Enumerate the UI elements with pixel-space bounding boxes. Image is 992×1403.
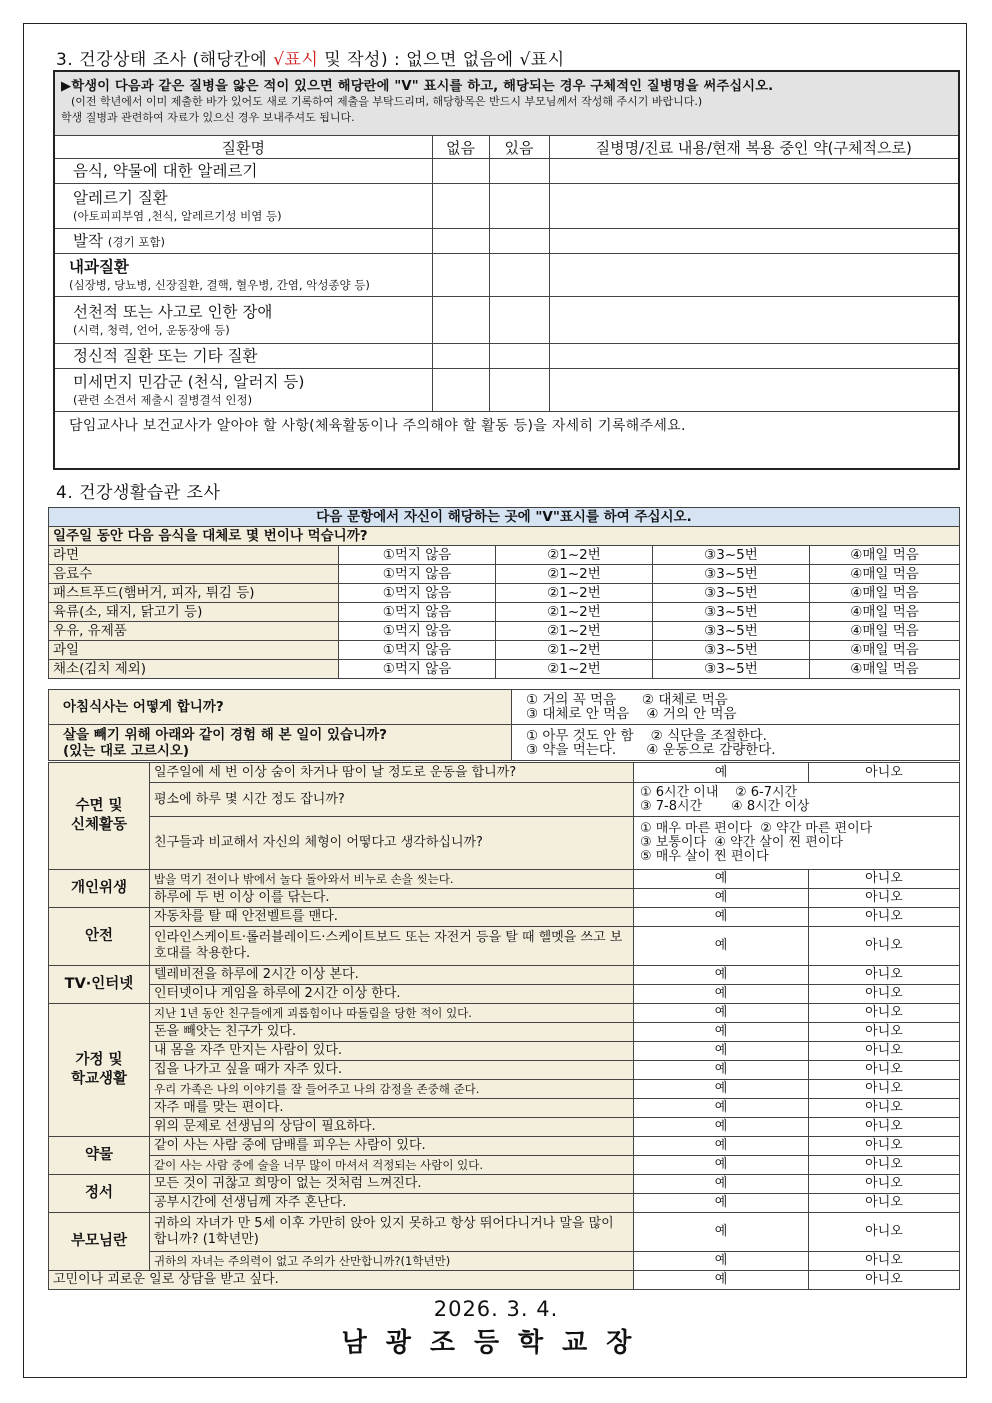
- have-check-cell[interactable]: [489, 369, 549, 412]
- lifestyle-row: [49, 1156, 960, 1175]
- disease-name: 발작: [73, 231, 103, 250]
- no-option[interactable]: 아니오: [809, 908, 960, 927]
- yes-option[interactable]: 예: [634, 870, 809, 889]
- instruction-box: [54, 71, 959, 136]
- lifestyle-row: [49, 1213, 960, 1252]
- detail-cell[interactable]: [549, 369, 959, 412]
- category-label: 가정 및 학교생활: [49, 1004, 150, 1137]
- question-text: 텔레비전을 하루에 2시간 이상 본다.: [150, 966, 634, 985]
- yes-option[interactable]: 예: [634, 1137, 809, 1156]
- col-have: 있음: [489, 136, 549, 159]
- no-option[interactable]: 아니오: [809, 1175, 960, 1194]
- food-row: [49, 641, 960, 660]
- food-row: [49, 603, 960, 622]
- food-row: [49, 660, 960, 679]
- food-name: 우유, 유제품: [49, 622, 339, 641]
- col-disease: 질환명: [54, 136, 432, 159]
- body-type-options[interactable]: ① 매우 마른 편이다 ② 약간 마른 편이다 ③ 보통이다 ④ 약간 살이 찐 편이다 ⑤ 매우 살이 찐 편이다: [634, 817, 960, 870]
- lifestyle-row: [49, 927, 960, 966]
- lifestyle-row: [49, 1175, 960, 1194]
- sleep-q2: 평소에 하루 몇 시간 정도 잡니까?: [150, 783, 634, 817]
- question-text: 자주 매를 맞는 편이다.: [150, 1099, 634, 1118]
- no-option[interactable]: 아니오: [809, 870, 960, 889]
- question-text: 인라인스케이트·롤러블레이드·스케이트보드 또는 자전거 등을 탈 때 헬멧을 쓰고 보호대를 착용한다.: [150, 927, 634, 966]
- none-check-cell[interactable]: [432, 184, 489, 229]
- question-text: 같이 사는 사람 중에 담배를 피우는 사람이 있다.: [150, 1137, 634, 1156]
- none-check-cell[interactable]: [432, 344, 489, 369]
- food-name: 과일: [49, 641, 339, 660]
- food-option-4[interactable]: ④매일 먹음: [810, 546, 960, 565]
- yes-option[interactable]: 예: [634, 927, 809, 966]
- food-option-1[interactable]: ①먹지 않음: [339, 565, 496, 584]
- lifestyle-row: [49, 1252, 960, 1271]
- yes-option[interactable]: 예: [634, 1004, 809, 1023]
- food-option-2[interactable]: ②1~2번: [496, 622, 653, 641]
- food-question: 일주일 동안 다음 음식을 대체로 몇 번이나 먹습니까?: [49, 527, 960, 546]
- sleep-q1: 일주일에 세 번 이상 숨이 차거나 땀이 날 정도로 운동을 합니까?: [150, 763, 634, 783]
- detail-cell[interactable]: [549, 184, 959, 229]
- question-text: 하루에 두 번 이상 이를 닦는다.: [150, 889, 634, 908]
- lifestyle-row: [49, 985, 960, 1004]
- disease-name: 정신적 질환 또는 기타 질환: [54, 344, 432, 369]
- no-option[interactable]: 아니오: [809, 1194, 960, 1213]
- food-option-1[interactable]: ①먹지 않음: [339, 622, 496, 641]
- food-option-2[interactable]: ②1~2번: [496, 641, 653, 660]
- none-check-cell[interactable]: [432, 159, 489, 184]
- no-option[interactable]: 아니오: [809, 1213, 960, 1252]
- counseling-row: [49, 1271, 960, 1290]
- have-check-cell[interactable]: [489, 229, 549, 254]
- detail-cell[interactable]: [549, 297, 959, 344]
- disease-sub: (아토피피부염 ,천식, 알레르기성 비염 등): [73, 209, 282, 223]
- sleep-q3: 친구들과 비교해서 자신의 체형이 어떻다고 생각하십니까?: [150, 817, 634, 870]
- food-name: 라면: [49, 546, 339, 565]
- yes-option[interactable]: 예: [634, 1023, 809, 1042]
- no-option[interactable]: 아니오: [809, 985, 960, 1004]
- no-option[interactable]: 아니오: [809, 1042, 960, 1061]
- food-name: 음료수: [49, 565, 339, 584]
- food-option-3[interactable]: ③3~5번: [653, 603, 810, 622]
- question-text: 같이 사는 사람 중에 술을 너무 많이 마셔서 걱정되는 사람이 있다.: [150, 1156, 634, 1175]
- health-status-table: [53, 70, 960, 470]
- category-label: TV·인터넷: [49, 966, 150, 1004]
- food-name: 패스트푸드(햄버거, 피자, 튀김 등): [49, 584, 339, 603]
- no-option[interactable]: 아니오: [809, 1080, 960, 1099]
- have-check-cell[interactable]: [489, 159, 549, 184]
- food-frequency-table: [48, 507, 960, 679]
- detail-cell[interactable]: [549, 159, 959, 184]
- disease-row: [54, 344, 959, 369]
- lifestyle-row: [49, 908, 960, 927]
- food-row: [49, 622, 960, 641]
- category-label: 개인위생: [49, 870, 150, 908]
- disease-row: [54, 229, 959, 254]
- section3-title: 3. 건강상태 조사 (해당칸에 √표시 및 작성) : 없으면 없음에 √표시: [56, 50, 565, 70]
- instruction-sub2: 학생 질병과 관련하여 자료가 있으신 경우 보내주셔도 됩니다.: [61, 111, 355, 124]
- question-text: 집을 나가고 싶을 때가 자주 있다.: [150, 1061, 634, 1080]
- category-label: 정서: [49, 1175, 150, 1213]
- food-name: 채소(김치 제외): [49, 660, 339, 679]
- disease-sub: (경기 포함): [107, 234, 165, 249]
- food-option-2[interactable]: ②1~2번: [496, 660, 653, 679]
- food-option-4[interactable]: ④매일 먹음: [810, 622, 960, 641]
- lifestyle-row: [49, 870, 960, 889]
- no-option[interactable]: 아니오: [809, 1118, 960, 1137]
- lifestyle-row: [49, 1042, 960, 1061]
- none-check-cell[interactable]: [432, 229, 489, 254]
- sleep-hours-options[interactable]: ① 6시간 이내 ② 6-7시간 ③ 7-8시간 ④ 8시간 이상: [634, 783, 960, 817]
- food-option-3[interactable]: ③3~5번: [653, 565, 810, 584]
- no-option[interactable]: 아니오: [809, 763, 960, 783]
- category-sleep: 수면 및 신체활동: [49, 763, 150, 870]
- yes-option[interactable]: 예: [634, 1194, 809, 1213]
- food-option-4[interactable]: ④매일 먹음: [810, 641, 960, 660]
- food-row: [49, 565, 960, 584]
- food-option-1[interactable]: ①먹지 않음: [339, 546, 496, 565]
- no-option[interactable]: 아니오: [809, 966, 960, 985]
- none-check-cell[interactable]: [432, 297, 489, 344]
- food-option-2[interactable]: ②1~2번: [496, 565, 653, 584]
- food-option-4[interactable]: ④매일 먹음: [810, 660, 960, 679]
- have-check-cell[interactable]: [489, 297, 549, 344]
- food-option-2[interactable]: ②1~2번: [496, 603, 653, 622]
- food-option-1[interactable]: ①먹지 않음: [339, 603, 496, 622]
- lifestyle-row: [49, 1080, 960, 1099]
- detail-cell[interactable]: [549, 254, 959, 297]
- yes-option[interactable]: 예: [634, 1042, 809, 1061]
- none-check-cell[interactable]: [432, 254, 489, 297]
- yes-option[interactable]: 예: [634, 1156, 809, 1175]
- no-option[interactable]: 아니오: [809, 889, 960, 908]
- food-row: [49, 546, 960, 565]
- lifestyle-row: [49, 1004, 960, 1023]
- counseling-question: 고민이나 괴로운 일로 상담을 받고 싶다.: [49, 1271, 634, 1290]
- disease-name: 미세먼지 민감군 (천식, 알러지 등): [73, 373, 305, 391]
- breakfast-diet-table: [48, 689, 960, 761]
- question-text: 지난 1년 동안 친구들에게 괴롭힘이나 따돌림을 당한 적이 있다.: [150, 1004, 634, 1023]
- teacher-note-field[interactable]: [54, 412, 959, 470]
- have-check-cell[interactable]: [489, 344, 549, 369]
- question-text: 귀하의 자녀가 만 5세 이후 가만히 앉아 있지 못하고 항상 뛰어다니거나 말을 많이 합니까? (1학년만): [150, 1213, 634, 1252]
- instruction-main: ▶학생이 다음과 같은 질병을 앓은 적이 있으면 해당란에 "V" 표시를 하고, 해당되는 경우 구체적인 질병명을 써주십시오.: [61, 79, 774, 94]
- lifestyle-row: [49, 1118, 960, 1137]
- yes-option[interactable]: 예: [634, 1175, 809, 1194]
- lifestyle-row: [49, 1023, 960, 1042]
- breakfast-question: 아침식사는 어떻게 합니까?: [49, 690, 512, 725]
- no-option[interactable]: 아니오: [809, 1156, 960, 1175]
- question-text: 내 몸을 자주 만지는 사람이 있다.: [150, 1042, 634, 1061]
- yes-option[interactable]: 예: [634, 985, 809, 1004]
- food-option-3[interactable]: ③3~5번: [653, 660, 810, 679]
- disease-row: [54, 159, 959, 184]
- teacher-note-label: 담임교사나 보건교사가 알아야 할 사항(체육활동이나 주의해야 할 활동 등)을 자세히 기록해주세요.: [69, 418, 686, 434]
- food-option-1[interactable]: ①먹지 않음: [339, 641, 496, 660]
- food-option-1[interactable]: ①먹지 않음: [339, 584, 496, 603]
- food-row: [49, 584, 960, 603]
- instruction-sub1: (이전 학년에서 이미 제출한 바가 있어도 새로 기록하여 제출을 부탁드리며, 해당항목은 반드시 부모님께서 작성해 주시기 바랍니다.): [71, 95, 703, 108]
- question-text: 우리 가족은 나의 이야기를 잘 들어주고 나의 감정을 존중해 준다.: [150, 1080, 634, 1099]
- no-option[interactable]: 아니오: [809, 1099, 960, 1118]
- yes-option[interactable]: 예: [634, 1213, 809, 1252]
- diet-question: 살을 빼기 위해 아래와 같이 경험 해 본 일이 있습니까? (있는 대로 고르시오): [49, 725, 512, 761]
- lifestyle-row: [49, 1099, 960, 1118]
- yes-option[interactable]: 예: [634, 1118, 809, 1137]
- food-option-4[interactable]: ④매일 먹음: [810, 565, 960, 584]
- lifestyle-row: [49, 1061, 960, 1080]
- yes-option[interactable]: 예: [634, 908, 809, 927]
- food-option-3[interactable]: ③3~5번: [653, 622, 810, 641]
- food-option-4[interactable]: ④매일 먹음: [810, 584, 960, 603]
- food-option-2[interactable]: ②1~2번: [496, 584, 653, 603]
- question-text: 돈을 빼앗는 친구가 있다.: [150, 1023, 634, 1042]
- breakfast-options[interactable]: ① 거의 꼭 먹음 ② 대체로 먹음 ③ 대체로 안 먹음 ④ 거의 안 먹음: [512, 690, 960, 725]
- yes-option[interactable]: 예: [634, 1271, 809, 1290]
- survey-banner: 다음 문항에서 자신이 해당하는 곳에 "V"표시를 하여 주십시오.: [49, 508, 960, 527]
- question-text: 자동차를 탈 때 안전벨트를 맨다.: [150, 908, 634, 927]
- disease-row: [54, 184, 959, 229]
- category-label: 약물: [49, 1137, 150, 1175]
- lifestyle-table: [48, 762, 960, 1290]
- food-option-3[interactable]: ③3~5번: [653, 546, 810, 565]
- question-text: 공부시간에 선생님께 자주 혼난다.: [150, 1194, 634, 1213]
- yes-option[interactable]: 예: [634, 1061, 809, 1080]
- yes-option[interactable]: 예: [634, 1252, 809, 1271]
- col-none: 없음: [432, 136, 489, 159]
- no-option[interactable]: 아니오: [809, 1271, 960, 1290]
- disease-name: 내과질환: [69, 258, 129, 276]
- yes-option[interactable]: 예: [634, 889, 809, 908]
- question-text: 밥을 먹기 전이나 밖에서 놀다 돌아와서 비누로 손을 씻는다.: [150, 870, 634, 889]
- question-text: 모든 것이 귀찮고 희망이 없는 것처럼 느껴진다.: [150, 1175, 634, 1194]
- no-option[interactable]: 아니오: [809, 927, 960, 966]
- lifestyle-row: [49, 1137, 960, 1156]
- lifestyle-row: [49, 889, 960, 908]
- diet-options[interactable]: ① 아무 것도 안 함 ② 식단을 조절한다. ③ 약을 먹는다. ④ 운동으로 감량한다.: [512, 725, 960, 761]
- have-check-cell[interactable]: [489, 254, 549, 297]
- school-principal: 남광조등학교장: [341, 1328, 651, 1358]
- none-check-cell[interactable]: [432, 369, 489, 412]
- disease-name: 선천적 또는 사고로 인한 장애: [73, 303, 273, 321]
- food-option-4[interactable]: ④매일 먹음: [810, 603, 960, 622]
- lifestyle-row: [49, 1194, 960, 1213]
- disease-sub: (심장병, 당뇨병, 신장질환, 결핵, 혈우병, 간염, 악성종양 등): [69, 278, 370, 292]
- food-option-1[interactable]: ①먹지 않음: [339, 660, 496, 679]
- question-text: 귀하의 자녀는 주의력이 없고 주의가 산만합니까?(1학년만): [150, 1252, 634, 1271]
- yes-option[interactable]: 예: [634, 966, 809, 985]
- question-text: 위의 문제로 선생님의 상담이 필요하다.: [150, 1118, 634, 1137]
- disease-sub: (시력, 청력, 언어, 운동장애 등): [73, 323, 230, 337]
- checkmark-label: √표시: [273, 50, 319, 70]
- no-option[interactable]: 아니오: [809, 1137, 960, 1156]
- have-check-cell[interactable]: [489, 184, 549, 229]
- lifestyle-row: [49, 966, 960, 985]
- no-option[interactable]: 아니오: [809, 1004, 960, 1023]
- col-detail: 질병명/진료 내용/현재 복용 중인 약(구체적으로): [549, 136, 959, 159]
- no-option[interactable]: 아니오: [809, 1023, 960, 1042]
- disease-sub: (관련 소견서 제출시 질병결석 인정): [73, 393, 253, 407]
- question-text: 인터넷이나 게임을 하루에 2시간 이상 한다.: [150, 985, 634, 1004]
- food-option-2[interactable]: ②1~2번: [496, 546, 653, 565]
- yes-option[interactable]: 예: [634, 1099, 809, 1118]
- detail-cell[interactable]: [549, 344, 959, 369]
- disease-row: [54, 297, 959, 344]
- disease-row: [54, 369, 959, 412]
- no-option[interactable]: 아니오: [809, 1252, 960, 1271]
- category-label: 안전: [49, 908, 150, 966]
- no-option[interactable]: 아니오: [809, 1061, 960, 1080]
- food-option-3[interactable]: ③3~5번: [653, 584, 810, 603]
- food-option-3[interactable]: ③3~5번: [653, 641, 810, 660]
- detail-cell[interactable]: [549, 229, 959, 254]
- food-name: 육류(소, 돼지, 닭고기 등): [49, 603, 339, 622]
- disease-name: 알레르기 질환: [73, 189, 168, 207]
- disease-name: 음식, 약물에 대한 알레르기: [54, 159, 432, 184]
- document-date: 2026. 3. 4.: [433, 1297, 559, 1321]
- yes-option[interactable]: 예: [634, 763, 809, 783]
- yes-option[interactable]: 예: [634, 1080, 809, 1099]
- category-label: 부모님란: [49, 1213, 150, 1271]
- disease-row: [54, 254, 959, 297]
- section4-title: 4. 건강생활습관 조사: [56, 483, 221, 503]
